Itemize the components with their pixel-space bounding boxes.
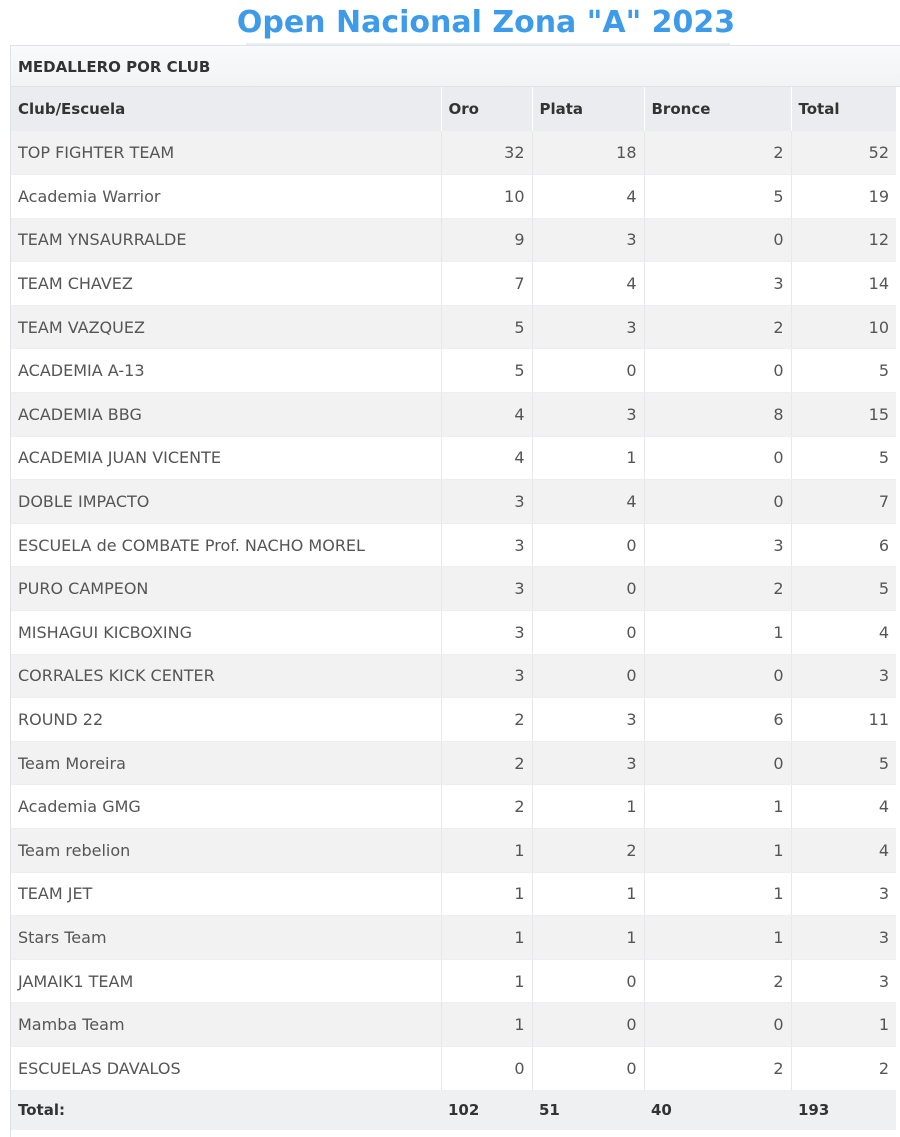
medal-table [11, 87, 896, 1130]
table-row [11, 698, 896, 742]
cell-plata: 0 [532, 349, 644, 393]
cell-oro: 0 [441, 1046, 532, 1090]
cell-plata: 1 [532, 785, 644, 829]
cell-oro: 3 [441, 480, 532, 524]
cell-bronce: 0 [644, 654, 791, 698]
page-title [0, 0, 900, 46]
cell-total: 4 [791, 785, 896, 829]
totals-oro: 102 [441, 1090, 532, 1130]
cell-oro: 4 [441, 393, 532, 437]
cell-bronce: 0 [644, 349, 791, 393]
cell-plata: 0 [532, 1003, 644, 1047]
cell-oro: 3 [441, 523, 532, 567]
cell-bronce: 0 [644, 218, 791, 262]
cell-club: ESCUELA de COMBATE Prof. NACHO MOREL [11, 523, 441, 567]
cell-plata: 0 [532, 959, 644, 1003]
cell-plata: 0 [532, 567, 644, 611]
totals-label: Total: [11, 1090, 441, 1130]
cell-oro: 1 [441, 916, 532, 960]
cell-club: Academia Warrior [11, 175, 441, 219]
column-header-plata[interactable]: Plata [532, 87, 644, 131]
table-row [11, 349, 896, 393]
cell-oro: 1 [441, 1003, 532, 1047]
cell-total: 2 [791, 1046, 896, 1090]
table-row [11, 131, 896, 175]
page-title-text: Open Nacional Zona "A" 2023 [236, 5, 736, 40]
cell-club: Mamba Team [11, 1003, 441, 1047]
cell-club: TEAM JET [11, 872, 441, 916]
cell-oro: 3 [441, 611, 532, 655]
cell-club: ACADEMIA A-13 [11, 349, 441, 393]
table-row [11, 1003, 896, 1047]
cell-plata: 18 [532, 131, 644, 175]
cell-total: 5 [791, 741, 896, 785]
cell-plata: 3 [532, 698, 644, 742]
cell-plata: 3 [532, 305, 644, 349]
cell-bronce: 2 [644, 959, 791, 1003]
totals-row [11, 1090, 896, 1130]
table-row [11, 741, 896, 785]
medal-table-panel [10, 45, 900, 1137]
cell-bronce: 5 [644, 175, 791, 219]
cell-plata: 0 [532, 654, 644, 698]
cell-club: Team Moreira [11, 741, 441, 785]
cell-club: TOP FIGHTER TEAM [11, 131, 441, 175]
cell-plata: 2 [532, 829, 644, 873]
cell-oro: 2 [441, 785, 532, 829]
cell-bronce: 1 [644, 611, 791, 655]
cell-oro: 1 [441, 829, 532, 873]
column-header-oro[interactable]: Oro [441, 87, 532, 131]
cell-oro: 1 [441, 872, 532, 916]
table-row [11, 654, 896, 698]
cell-oro: 5 [441, 349, 532, 393]
table-row [11, 175, 896, 219]
cell-plata: 0 [532, 1046, 644, 1090]
cell-plata: 4 [532, 175, 644, 219]
cell-club: TEAM YNSAURRALDE [11, 218, 441, 262]
cell-plata: 0 [532, 611, 644, 655]
cell-oro: 32 [441, 131, 532, 175]
cell-total: 15 [791, 393, 896, 437]
cell-bronce: 2 [644, 1046, 791, 1090]
cell-total: 3 [791, 916, 896, 960]
cell-bronce: 6 [644, 698, 791, 742]
cell-total: 5 [791, 567, 896, 611]
cell-plata: 3 [532, 393, 644, 437]
cell-plata: 1 [532, 872, 644, 916]
cell-total: 3 [791, 959, 896, 1003]
cell-total: 12 [791, 218, 896, 262]
cell-oro: 2 [441, 698, 532, 742]
cell-bronce: 0 [644, 480, 791, 524]
cell-club: ROUND 22 [11, 698, 441, 742]
table-row [11, 829, 896, 873]
table-body [11, 131, 896, 1090]
table-row [11, 785, 896, 829]
cell-club: Academia GMG [11, 785, 441, 829]
cell-bronce: 1 [644, 872, 791, 916]
table-row [11, 611, 896, 655]
table-row [11, 872, 896, 916]
column-header-bronce[interactable]: Bronce [644, 87, 791, 131]
header-row [11, 87, 896, 131]
cell-oro: 3 [441, 567, 532, 611]
cell-club: PURO CAMPEON [11, 567, 441, 611]
cell-club: Team rebelion [11, 829, 441, 873]
table-row [11, 393, 896, 437]
cell-bronce: 0 [644, 436, 791, 480]
cell-club: ACADEMIA JUAN VICENTE [11, 436, 441, 480]
cell-total: 10 [791, 305, 896, 349]
cell-total: 14 [791, 262, 896, 306]
totals-bronce: 40 [644, 1090, 791, 1130]
cell-bronce: 1 [644, 916, 791, 960]
cell-oro: 9 [441, 218, 532, 262]
table-row [11, 480, 896, 524]
cell-club: TEAM VAZQUEZ [11, 305, 441, 349]
cell-oro: 10 [441, 175, 532, 219]
cell-plata: 4 [532, 480, 644, 524]
cell-oro: 3 [441, 654, 532, 698]
table-row [11, 567, 896, 611]
cell-total: 19 [791, 175, 896, 219]
cell-plata: 3 [532, 218, 644, 262]
cell-oro: 1 [441, 959, 532, 1003]
cell-total: 4 [791, 829, 896, 873]
cell-total: 11 [791, 698, 896, 742]
column-header-total[interactable]: Total [791, 87, 896, 131]
table-row [11, 436, 896, 480]
cell-plata: 1 [532, 436, 644, 480]
cell-club: CORRALES KICK CENTER [11, 654, 441, 698]
cell-total: 5 [791, 349, 896, 393]
cell-total: 6 [791, 523, 896, 567]
cell-club: Stars Team [11, 916, 441, 960]
cell-total: 1 [791, 1003, 896, 1047]
cell-bronce: 1 [644, 785, 791, 829]
cell-oro: 5 [441, 305, 532, 349]
cell-club: TEAM CHAVEZ [11, 262, 441, 306]
cell-bronce: 1 [644, 829, 791, 873]
table-footer [11, 1090, 896, 1130]
panel-header [11, 45, 900, 87]
cell-bronce: 0 [644, 1003, 791, 1047]
cell-bronce: 2 [644, 131, 791, 175]
cell-total: 3 [791, 872, 896, 916]
table-row [11, 523, 896, 567]
cell-bronce: 3 [644, 523, 791, 567]
cell-total: 7 [791, 480, 896, 524]
cell-club: DOBLE IMPACTO [11, 480, 441, 524]
panel-heading: MEDALLERO POR CLUB [18, 58, 211, 76]
cell-club: ACADEMIA BBG [11, 393, 441, 437]
cell-total: 4 [791, 611, 896, 655]
table-row [11, 218, 896, 262]
cell-total: 52 [791, 131, 896, 175]
table-row [11, 305, 896, 349]
cell-club: MISHAGUI KICBOXING [11, 611, 441, 655]
cell-plata: 1 [532, 916, 644, 960]
cell-plata: 4 [532, 262, 644, 306]
totals-plata: 51 [532, 1090, 644, 1130]
table-row [11, 916, 896, 960]
table-row [11, 262, 896, 306]
table-header [11, 87, 896, 131]
cell-plata: 3 [532, 741, 644, 785]
cell-bronce: 3 [644, 262, 791, 306]
table-row [11, 1046, 896, 1090]
cell-club: ESCUELAS DAVALOS [11, 1046, 441, 1090]
cell-plata: 0 [532, 523, 644, 567]
cell-bronce: 8 [644, 393, 791, 437]
cell-oro: 2 [441, 741, 532, 785]
cell-total: 3 [791, 654, 896, 698]
cell-club: JAMAIK1 TEAM [11, 959, 441, 1003]
cell-bronce: 2 [644, 567, 791, 611]
table-row [11, 959, 896, 1003]
totals-total: 193 [791, 1090, 896, 1130]
cell-bronce: 0 [644, 741, 791, 785]
cell-oro: 4 [441, 436, 532, 480]
cell-total: 5 [791, 436, 896, 480]
column-header-club[interactable]: Club/Escuela [11, 87, 441, 131]
cell-bronce: 2 [644, 305, 791, 349]
cell-oro: 7 [441, 262, 532, 306]
